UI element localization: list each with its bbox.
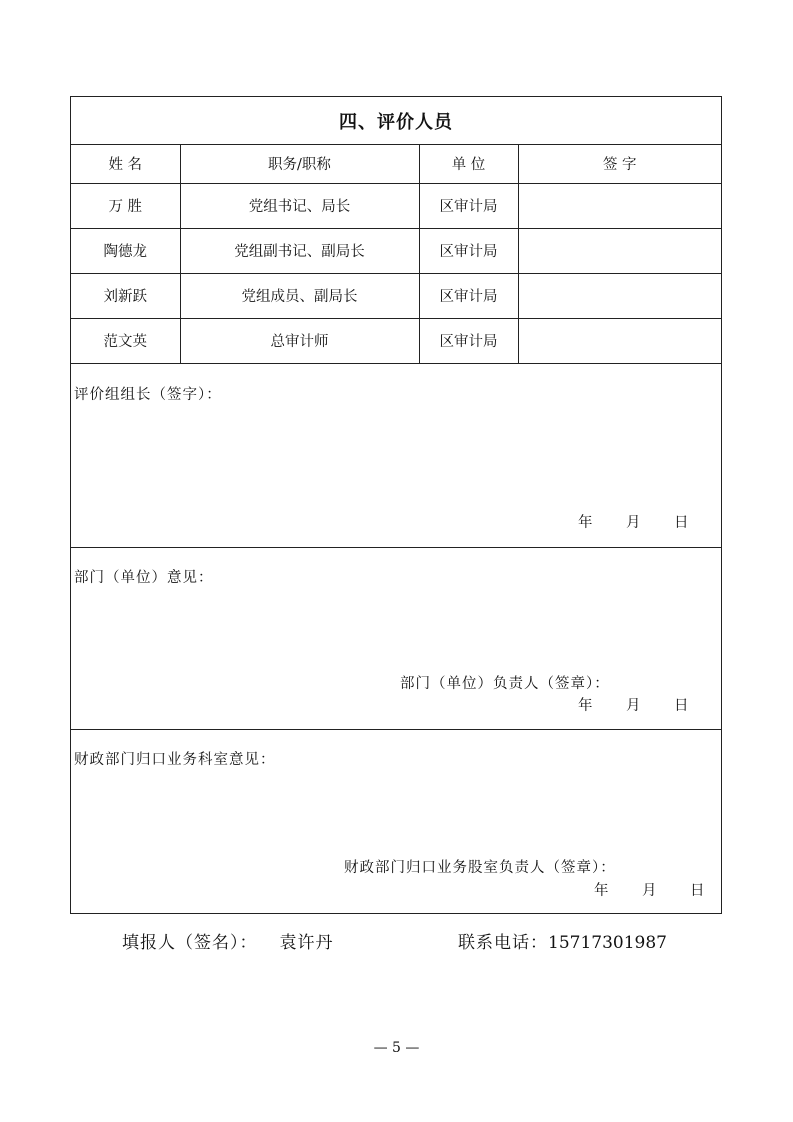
phone-info — [458, 928, 667, 953]
cell-unit: 区审计局 — [419, 318, 518, 363]
finance-opinion-section[interactable] — [71, 730, 721, 914]
cell-signature[interactable] — [518, 273, 721, 318]
cell-position: 党组书记、局长 — [180, 183, 419, 228]
cell-unit: 区审计局 — [419, 273, 518, 318]
cell-name: 陶德龙 — [71, 228, 180, 273]
date-day: 日 — [674, 698, 689, 714]
header-position: 职务/职称 — [180, 144, 419, 183]
table-row — [71, 273, 721, 318]
leader-signature-label: 评价组组长（签字）： — [74, 387, 222, 403]
leader-date — [578, 511, 722, 532]
cell-position: 党组副书记、副局长 — [180, 228, 419, 273]
finance-signer-label: 财政部门归口业务股室负责人（签章）： — [344, 860, 616, 876]
filler-name: 袁许丹 — [279, 933, 334, 953]
phone-label: 联系电话： — [458, 933, 548, 953]
cell-name: 万 胜 — [71, 183, 180, 228]
cell-signature[interactable] — [518, 228, 721, 273]
finance-date — [594, 879, 738, 900]
filler-label: 填报人（签名）： — [122, 933, 258, 953]
dept-opinion-label: 部门（单位）意见： — [74, 570, 214, 586]
cell-signature[interactable] — [518, 318, 721, 363]
finance-opinion-label: 财政部门归口业务科室意见： — [74, 752, 276, 768]
table-header-row — [71, 144, 721, 183]
date-month: 月 — [626, 698, 641, 714]
cell-position: 总审计师 — [180, 318, 419, 363]
date-month: 月 — [642, 883, 657, 899]
dept-opinion-section[interactable] — [71, 548, 721, 730]
phone-number: 15717301987 — [548, 933, 667, 953]
date-year: 年 — [578, 698, 593, 714]
date-month: 月 — [626, 515, 641, 531]
cell-unit: 区审计局 — [419, 228, 518, 273]
dept-signer-label: 部门（单位）负责人（签章）： — [400, 676, 610, 692]
cell-signature[interactable] — [518, 183, 721, 228]
cell-name: 范文英 — [71, 318, 180, 363]
header-name: 姓 名 — [71, 144, 180, 183]
header-signature: 签 字 — [518, 144, 721, 183]
date-day: 日 — [690, 883, 705, 899]
table-row — [71, 318, 721, 363]
table-row — [71, 183, 721, 228]
date-day: 日 — [674, 515, 689, 531]
section-title: 四、评价人员 — [71, 97, 721, 145]
evaluation-form — [70, 96, 722, 914]
leader-signature-section[interactable] — [71, 365, 721, 548]
cell-position: 党组成员、副局长 — [180, 273, 419, 318]
date-year: 年 — [578, 515, 593, 531]
dept-date — [578, 694, 722, 715]
page-number: — 5 — — [373, 1040, 420, 1056]
filler-info — [122, 928, 334, 953]
date-year: 年 — [594, 883, 609, 899]
cell-name: 刘新跃 — [71, 273, 180, 318]
table-row — [71, 228, 721, 273]
evaluators-table — [71, 144, 721, 364]
cell-unit: 区审计局 — [419, 183, 518, 228]
header-unit: 单 位 — [419, 144, 518, 183]
